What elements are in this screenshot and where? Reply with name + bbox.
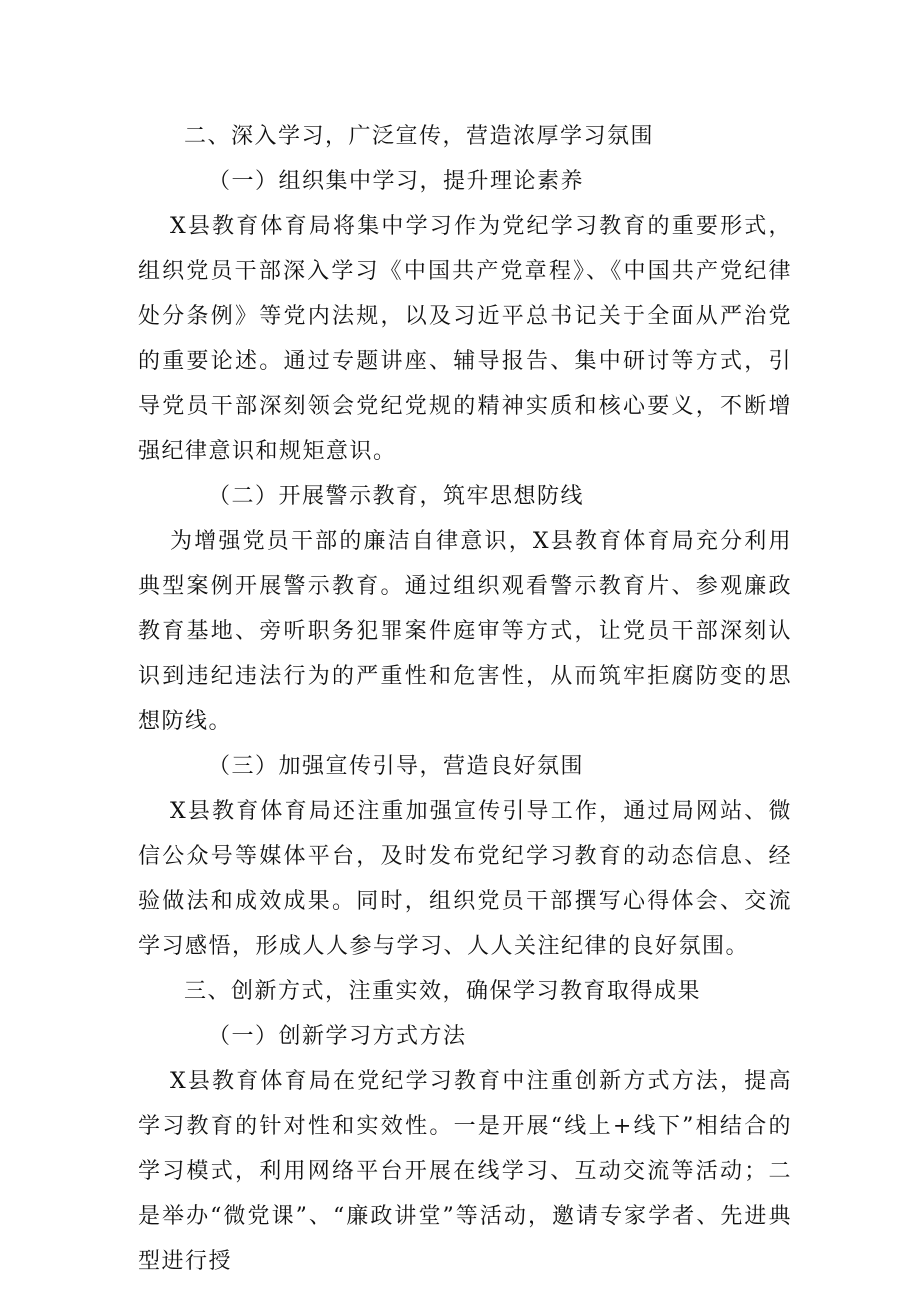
subsection-heading-3-1: （一）创新学习方式方法 (208, 1024, 467, 1049)
paragraph-concentrated-study: X县教育体育局将集中学习作为党纪学习教育的重要形式，组织党员干部深入学习《中国共产党章程》、《中国共产党纪律处分条例》等党内法规，以及习近平总书记关于全面从严治党的重要论述。通过专题讲座、辅导报告、集中研讨等方式，引导党员干部深刻领会党纪党规的精神实质和核心要义，不断增强纪律意识和规矩意识。 (138, 214, 792, 464)
subsection-heading-2-1: （一）组织集中学习，提升理论素养 (208, 169, 585, 194)
document-body (138, 114, 792, 1284)
section-heading-3: 三、创新方式，注重实效，确保学习教育取得成果 (184, 979, 702, 1004)
subsection-heading-2-2: （二）开展警示教育，筑牢思想防线 (208, 484, 585, 509)
section-heading-2: 二、深入学习，广泛宣传，营造浓厚学习氛围 (184, 124, 655, 149)
paragraph-innovation: X县教育体育局在党纪学习教育中注重创新方式方法，提高学习教育的针对性和实效性。一是开展“线上+线下”相结合的学习模式，利用网络平台开展在线学习、互动交流等活动；二是举办“微党课”、“廉政讲堂”等活动，邀请专家学者、先进典型进行授 (138, 1069, 792, 1274)
paragraph-warning-education: 为增强党员干部的廉洁自律意识，X县教育体育局充分利用典型案例开展警示教育。通过组织观看警示教育片、参观廉政教育基地、旁听职务犯罪案件庭审等方式，让党员干部深刻认识到违纪违法行为的严重性和危害性，从而筑牢拒腐防变的思想防线。 (138, 529, 792, 734)
subsection-heading-2-3: （三）加强宣传引导，营造良好氛围 (208, 754, 585, 779)
paragraph-publicity: X县教育体育局还注重加强宣传引导工作，通过局网站、微信公众号等媒体平台，及时发布党纪学习教育的动态信息、经验做法和成效成果。同时，组织党员干部撰写心得体会、交流学习感悟，形成人人参与学习、人人关注纪律的良好氛围。 (138, 799, 792, 959)
